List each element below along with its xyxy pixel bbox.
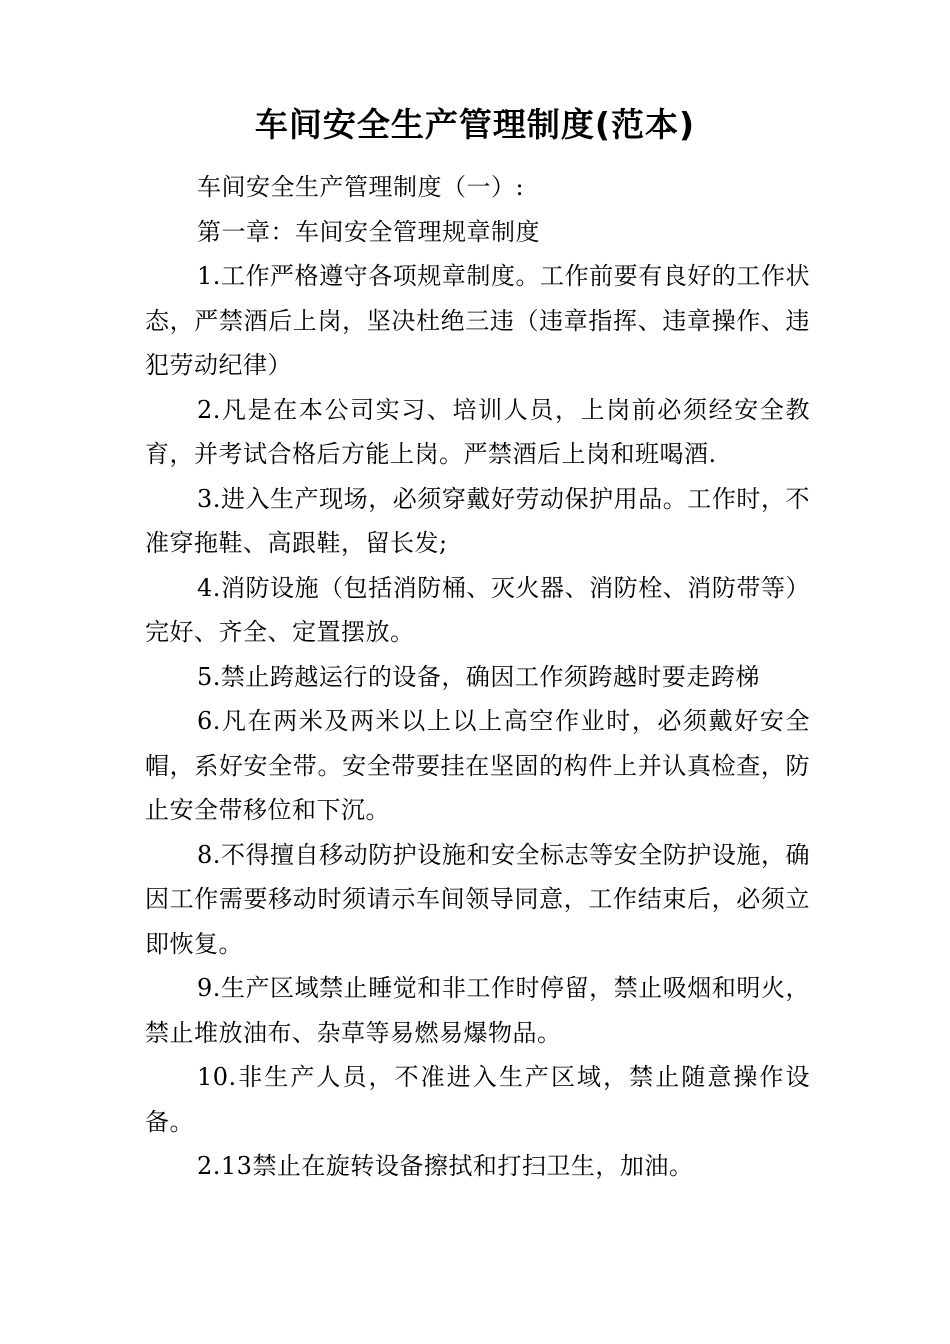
paragraph-rule-1: 1.工作严格遵守各项规章制度。工作前要有良好的工作状态，严禁酒后上岗，坚决杜绝三违（违章指挥、违章操作、违犯劳动纪律）: [145, 262, 810, 379]
document-body: [145, 165, 810, 1189]
paragraph-rule-8: 8.不得擅自移动防护设施和安全标志等安全防护设施，确因工作需要移动时须请示车间领导同意，工作结束后，必须立即恢复。: [145, 840, 810, 958]
document-title: 车间安全生产管理制度(范本): [254, 105, 696, 144]
paragraph-rule-6: 6.凡在两米及两米以上以上高空作业时，必须戴好安全帽，系好安全带。安全带要挂在坚固的构件上并认真检查，防止安全带移位和下沉。: [145, 707, 810, 824]
paragraph-rule-2-13: 2.13禁止在旋转设备擦拭和打扫卫生，加油。: [197, 1152, 694, 1180]
paragraph-rule-3: 3.进入生产现场，必须穿戴好劳动保护用品。工作时，不准穿拖鞋、高跟鞋，留长发;: [145, 484, 810, 557]
paragraph-rule-4: 4.消防设施（包括消防桶、灭火器、消防栓、消防带等）完好、齐全、定置摆放。: [145, 573, 810, 646]
paragraph-rule-2: 2.凡是在本公司实习、培训人员，上岗前必须经安全教育，并考试合格后方能上岗。严禁酒后上岗和班喝酒.: [145, 395, 810, 468]
paragraph-rule-10: 10.非生产人员，不准进入生产区域，禁止随意操作设备。: [145, 1063, 810, 1136]
paragraph-rule-9: 9.生产区域禁止睡觉和非工作时停留，禁止吸烟和明火，禁止堆放油布、杂草等易燃易爆物品。: [145, 974, 810, 1047]
paragraph-rule-5: 5.禁止跨越运行的设备，确因工作须跨越时要走跨梯: [197, 662, 760, 691]
paragraph-section-heading: 车间安全生产管理制度（一）:: [197, 173, 525, 201]
paragraph-chapter-heading: 第一章：车间安全管理规章制度: [197, 217, 540, 246]
